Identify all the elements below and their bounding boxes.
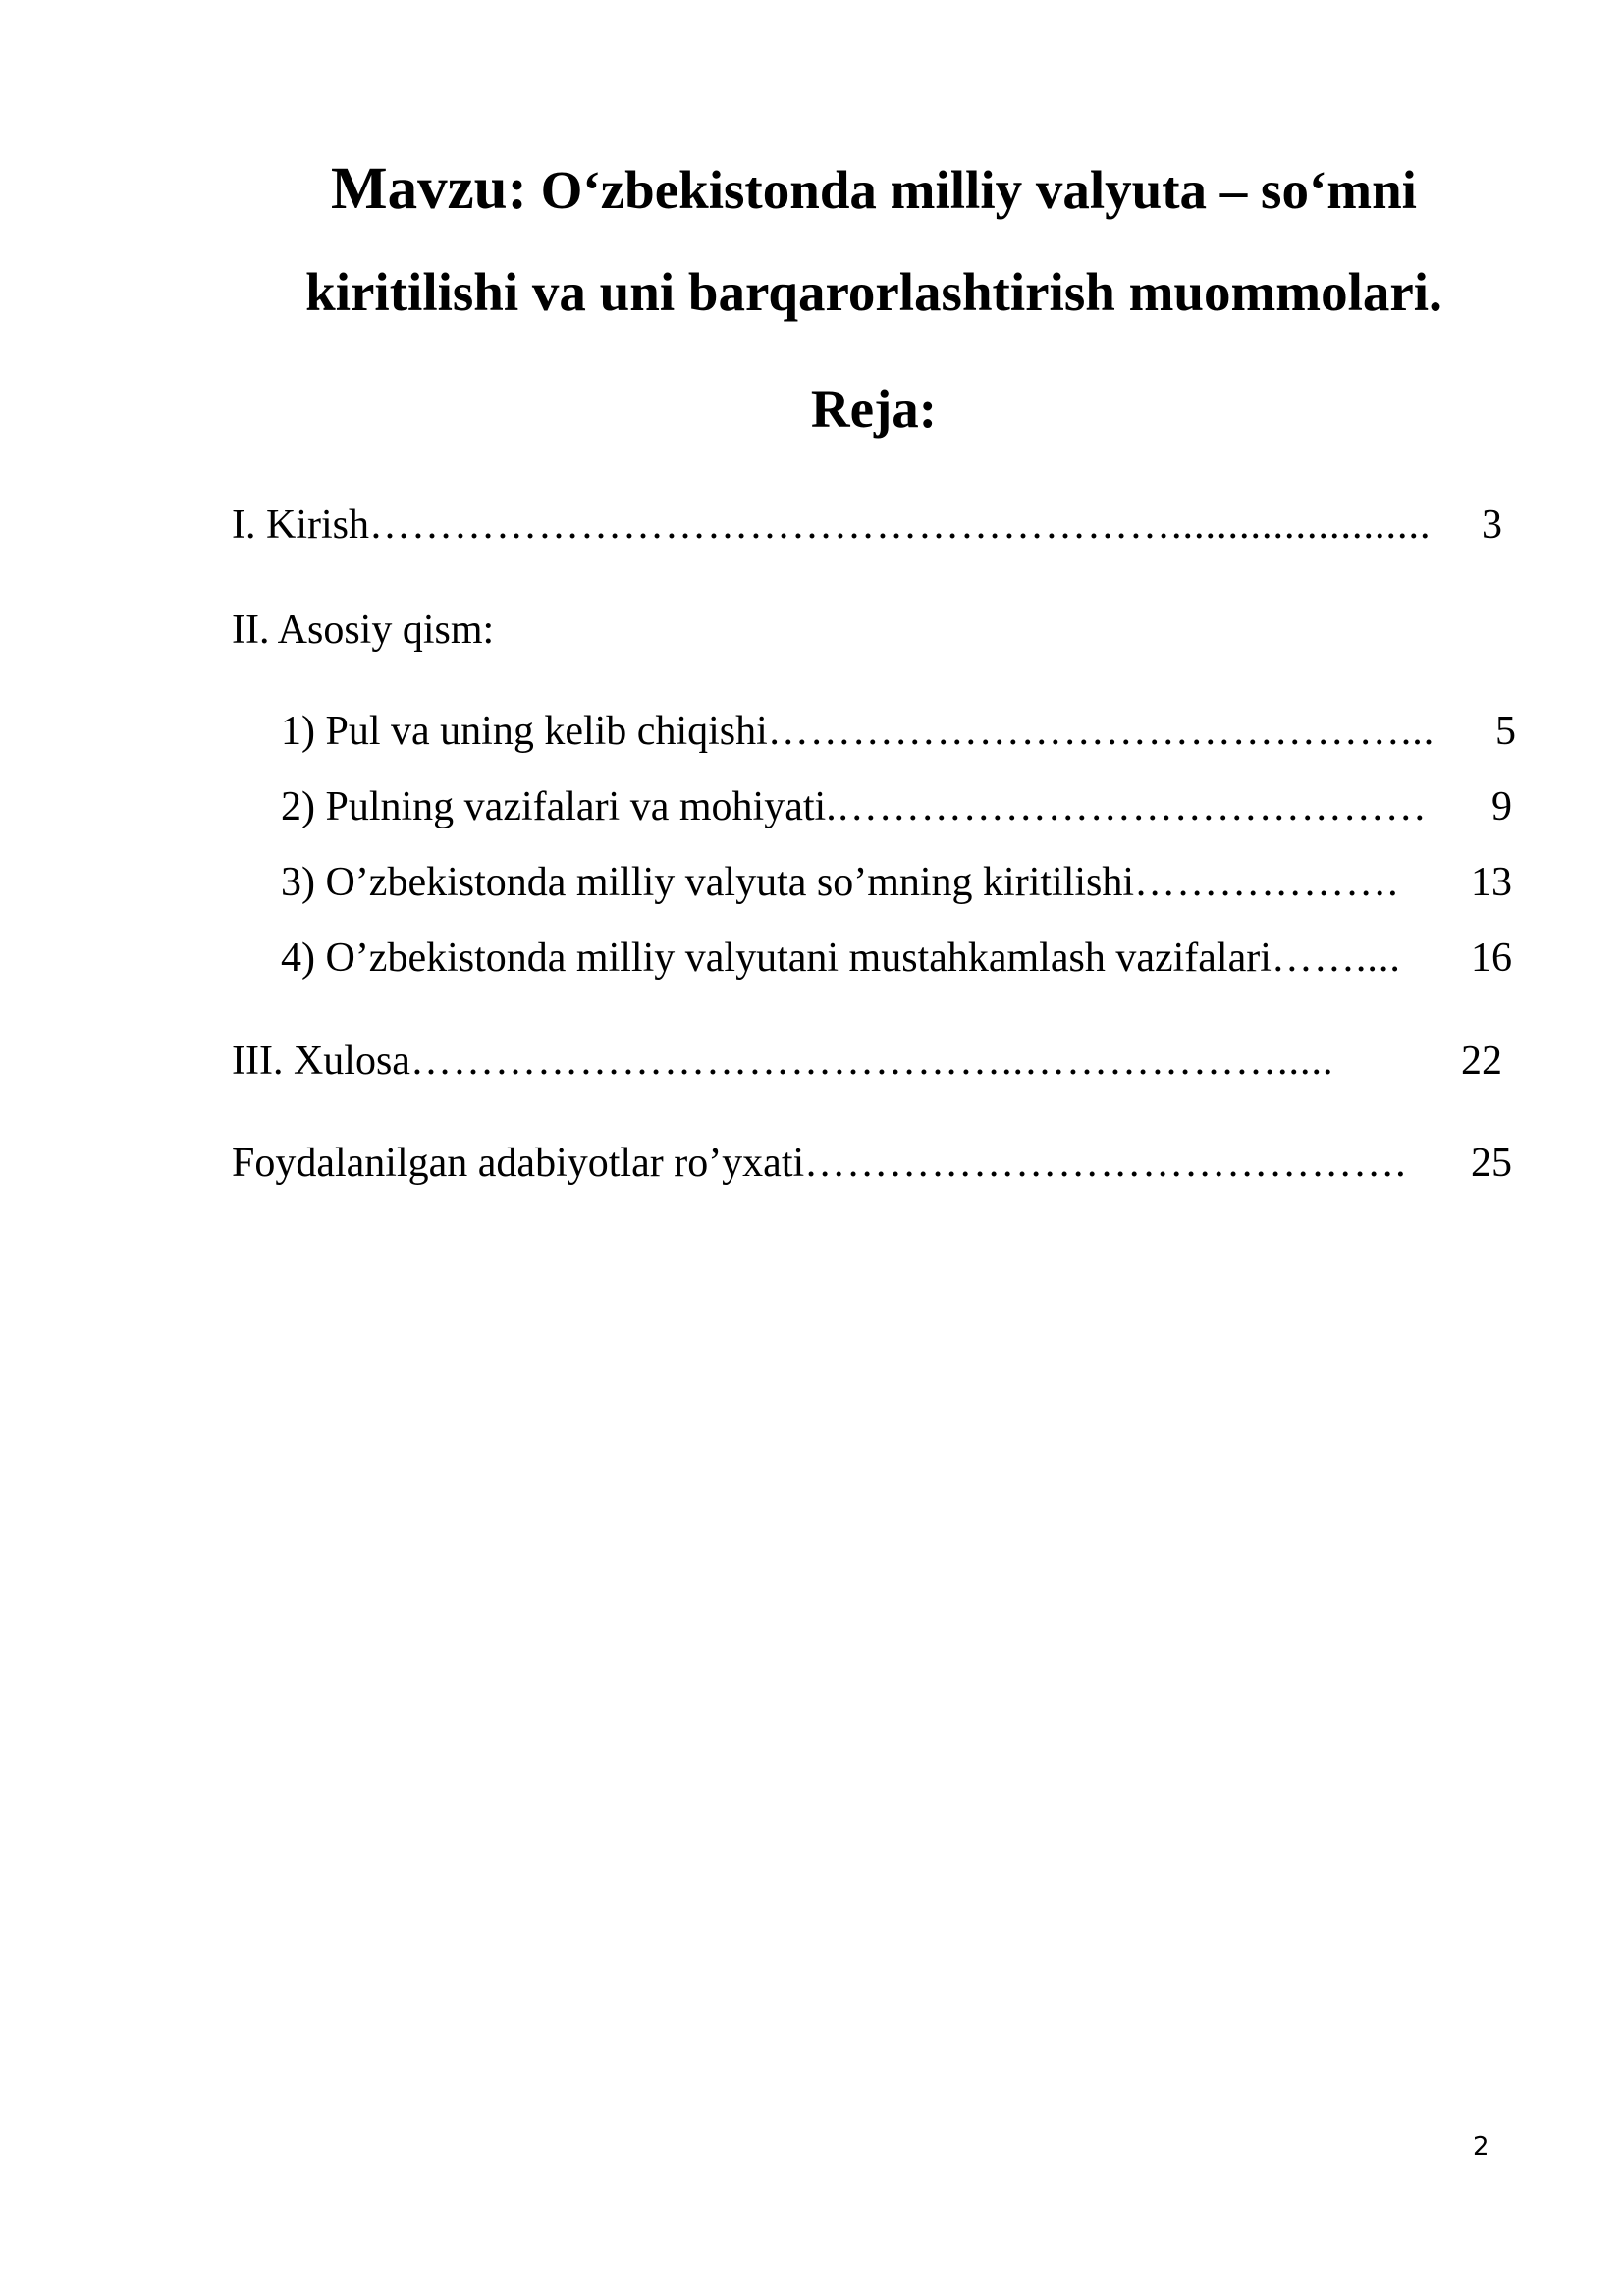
toc-entry-label: Foydalanilgan adabiyotlar ro’yxati [232, 1141, 805, 1186]
toc-entry-label: I. Kirish [232, 503, 369, 548]
toc-entry-1 [281, 707, 1516, 756]
toc-entry-3 [281, 858, 1512, 907]
toc-leader-dots: …….... [1271, 935, 1401, 981]
toc-leader-dots: …………………………………………………....................... [369, 503, 1432, 548]
toc-page-number: 5 [1495, 709, 1516, 754]
toc-entry-label: 2) Pulning vazifalari va mohiyati. [281, 784, 837, 829]
toc-page-number: 3 [1482, 503, 1502, 548]
toc-page-number: 25 [1471, 1141, 1512, 1186]
toc-section-main: II. Asosiy qism: [232, 608, 495, 653]
toc-entry-2 [281, 782, 1512, 831]
toc-entry-label: 1) Pul va uning kelib chiqishi [281, 709, 768, 754]
document-title-line-2: kiritilishi va uni barqarorlashtirish muommolari. [305, 262, 1442, 322]
plan-heading: Reja: [810, 379, 938, 439]
toc-page-number: 9 [1491, 784, 1512, 829]
toc-leader-dots: …………………………………… [836, 784, 1428, 829]
title-rest: O‘zbekistonda milliy valyuta – so‘mni [526, 160, 1417, 220]
toc-entry-references [232, 1139, 1512, 1188]
page-number: 2 [1473, 2132, 1489, 2162]
document-title-line-1 [196, 156, 1551, 222]
toc-leader-dots: ………………. [1134, 860, 1399, 905]
toc-entry-label: 4) O’zbekistonda milliy valyutani mustahkamlash vazifalari [281, 935, 1272, 981]
toc-entry-intro [232, 501, 1502, 550]
toc-entry-label: III. Xulosa [232, 1039, 410, 1084]
toc-leader-dots: ………………………………………... [767, 709, 1435, 754]
toc-leader-dots: ……………………………………..………………..... [409, 1039, 1334, 1084]
toc-entry-4 [281, 934, 1512, 983]
toc-page-number: 22 [1461, 1039, 1502, 1084]
toc-entry-label: 3) O’zbekistonda milliy valyuta so’mning kiritilishi [281, 860, 1135, 905]
toc-page-number: 13 [1471, 860, 1512, 905]
toc-leader-dots: ……………………………………. [804, 1141, 1407, 1186]
title-lead: Mavzu: [331, 156, 527, 222]
toc-page-number: 16 [1471, 935, 1512, 981]
toc-entry-conclusion [232, 1037, 1502, 1086]
